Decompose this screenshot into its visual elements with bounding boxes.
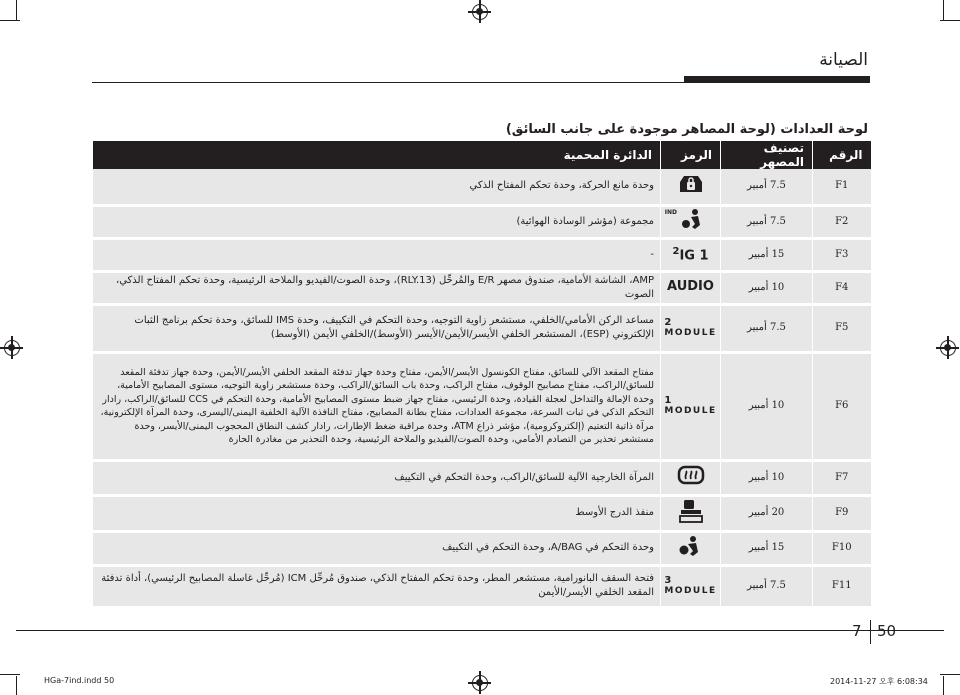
table-row (93, 495, 871, 531)
chapter-title: الصيانة (819, 50, 868, 70)
table-row (93, 304, 871, 352)
symbol-module-3 (664, 575, 716, 597)
fuse-number: F2 (813, 205, 871, 238)
file-info: HGa-7ind.indd 50 (44, 676, 115, 685)
header-circuit: الدائرة المحمية (93, 141, 661, 169)
registration-mark-icon (472, 675, 488, 691)
symbol-cell (661, 531, 721, 565)
crop-mark (0, 20, 20, 21)
symbol-audio: AUDIO (667, 279, 714, 294)
circuit-description: AMP، الشاشة الأمامية، صندوق مصهر E/R والمُرحِّل (RLY.13)، وحدة الصوت/الفيديو والملاحة الرئيسية، وحدة تحكم المفتاح الذكي، الصوت (93, 271, 661, 304)
module-number: 2 (664, 316, 672, 328)
symbol-cell (661, 271, 721, 304)
symbol-module-1 (664, 395, 716, 417)
crop-mark (16, 676, 17, 695)
circuit-description: منفذ الدرج الأوسط (93, 495, 661, 531)
registration-mark-icon (940, 340, 956, 356)
footer-rule (16, 630, 944, 631)
circuit-description: وحدة مانع الحركة، وحدة تحكم المفتاح الذكي (93, 169, 661, 205)
crop-mark (943, 676, 944, 695)
symbol-ig1 (672, 245, 708, 263)
table-row (93, 460, 871, 495)
circuit-description: مساعد الركن الأمامي/الخلفي، مستشعر زاوية التوجيه، وحدة التحكم في التكييف، وحدة IMS للسائق، وحدة تحكم برنامج الثبات الإلكتروني (ESP)، المستشعر الخلفي الأيسر/الأيمن/الأيسر (الأوسط)/الخلفي الأيمن (الأوسط) (93, 304, 661, 352)
fuse-number: F1 (813, 169, 871, 205)
chapter-rule (92, 82, 870, 83)
fuse-table (92, 141, 871, 609)
page-number-divider (870, 620, 871, 644)
crop-mark (0, 674, 20, 675)
fuse-rating: 7.5 أمبير (721, 169, 813, 205)
symbol-cell (661, 238, 721, 271)
fuse-rating: 20 أمبير (721, 495, 813, 531)
registration-mark-icon (4, 340, 20, 356)
table-row (93, 352, 871, 460)
fuse-number: F6 (813, 352, 871, 460)
module-number: 3 (664, 574, 672, 586)
symbol-cell (661, 304, 721, 352)
table-header-row (93, 141, 871, 169)
fuse-rating: 7.5 أمبير (721, 304, 813, 352)
fuse-number: F7 (813, 460, 871, 495)
seat-icon (676, 498, 706, 524)
table-row (93, 238, 871, 271)
fuse-number: F3 (813, 238, 871, 271)
fuse-rating: 7.5 أمبير (721, 565, 813, 607)
svg-text:IND: IND (664, 209, 677, 216)
airbag-icon (676, 535, 706, 557)
fuse-number: F9 (813, 495, 871, 531)
date-info: 2014-11-27 오후 6:08:34 (830, 677, 928, 686)
fuse-number: F4 (813, 271, 871, 304)
module-number: 1 (664, 394, 672, 406)
circuit-description: مجموعة (مؤشر الوسادة الهوائية) (93, 205, 661, 238)
registration-mark-icon (472, 4, 488, 20)
module-label: MODULE (664, 405, 717, 416)
chapter-number: 7 (852, 622, 862, 640)
table-row (93, 565, 871, 607)
symbol-cell (661, 205, 721, 238)
circuit-description: مفتاح المقعد الآلي للسائق، مفتاح الكونسول الأيسر/الأيمن، مفتاح وحدة جهاز تدفئة المقعد الخلفي الأيسر/الأيمن، وحدة جهاز تدفئة المقعد للسائق/الراكب، مفتاح مصابيح الوقوف، مفتاح الراكب، وحدة باب السائق/الراكب، وحدة مستشعر زاوية التوجيه، مستوى المصابيح الأمامية، وحدة الإمالة والتداخل لعجلة القيادة، وحدة الرئيسي، مفتاح جهاز ضبط مستوى المصابيح الأمامية، وحدة التحكم في CCS للسائق/الراكب، رادار التحكم الذكي في ثبات السرعة، مجموعة العدادات، مفتاح بطانة المصابيح، مفتاح النافذة الآلية الخلفية اليمنى/اليسرى، وحدة المرآة الإلكترونية، مرآة ذاتية التعتيم (إلكتروكرومية)، مؤشر ذراع ATM، وحدة مراقبة ضغط الإطارات، رادار كشف النطاق المحجوب اليمنى/الأيسر، وحدة مستشعر تحذير من التصادم الأمامي، وحدة الصوت/الفيديو والملاحة الرئيسية، وحدة التحذير من مغادرة الحارة (93, 352, 661, 460)
fuse-rating: 7.5 أمبير (721, 205, 813, 238)
mirror-heater-icon (676, 464, 706, 486)
symbol-cell (661, 460, 721, 495)
crop-mark (943, 0, 944, 20)
circuit-description: وحدة التحكم في A/BAG، وحدة التحكم في التكييف (93, 531, 661, 565)
header-symbol: الرمز (661, 141, 721, 169)
symbol-cell (661, 565, 721, 607)
symbol-superscript: 2 (672, 245, 680, 257)
symbol-cell (661, 352, 721, 460)
circuit-description: - (93, 238, 661, 271)
fuse-rating: 10 أمبير (721, 352, 813, 460)
symbol-label: IG 1 (679, 248, 709, 264)
table-row (93, 531, 871, 565)
fuse-rating: 10 أمبير (721, 460, 813, 495)
table-row (93, 271, 871, 304)
fuse-rating: 15 أمبير (721, 238, 813, 271)
crop-mark (940, 20, 960, 21)
immobilizer-icon (676, 173, 706, 195)
symbol-cell (661, 169, 721, 205)
table-row (93, 205, 871, 238)
indicator-icon (664, 207, 706, 231)
module-label: MODULE (664, 327, 717, 338)
header-rating: تصنيف المصهر (721, 141, 813, 169)
module-label: MODULE (664, 585, 717, 596)
fuse-number: F5 (813, 304, 871, 352)
fuse-rating: 15 أمبير (721, 531, 813, 565)
page-number: 50 (877, 622, 897, 640)
crop-mark (16, 0, 17, 20)
fuse-number: F10 (813, 531, 871, 565)
header-fuse: الرقم (813, 141, 871, 169)
circuit-description: المرآة الخارجية الآلية للسائق/الراكب، وحدة التحكم في التكييف (93, 460, 661, 495)
symbol-module-2 (664, 317, 716, 339)
fuse-number: F11 (813, 565, 871, 607)
section-heading: لوحة العدادات (لوحة المصاهر موجودة على جانب السائق) (505, 122, 868, 137)
circuit-description: فتحة السقف البانورامية، مستشعر المطر، وحدة تحكم المفتاح الذكي، صندوق مُرحِّل ICM (مُرحِّل غاسلة المصابيح الرئيسي)، أداة تدفئة المقعد الخلفي الأيسر/الأيمن (93, 565, 661, 607)
fuse-rating: 10 أمبير (721, 271, 813, 304)
crop-mark (940, 674, 960, 675)
table-row (93, 169, 871, 205)
symbol-cell (661, 495, 721, 531)
